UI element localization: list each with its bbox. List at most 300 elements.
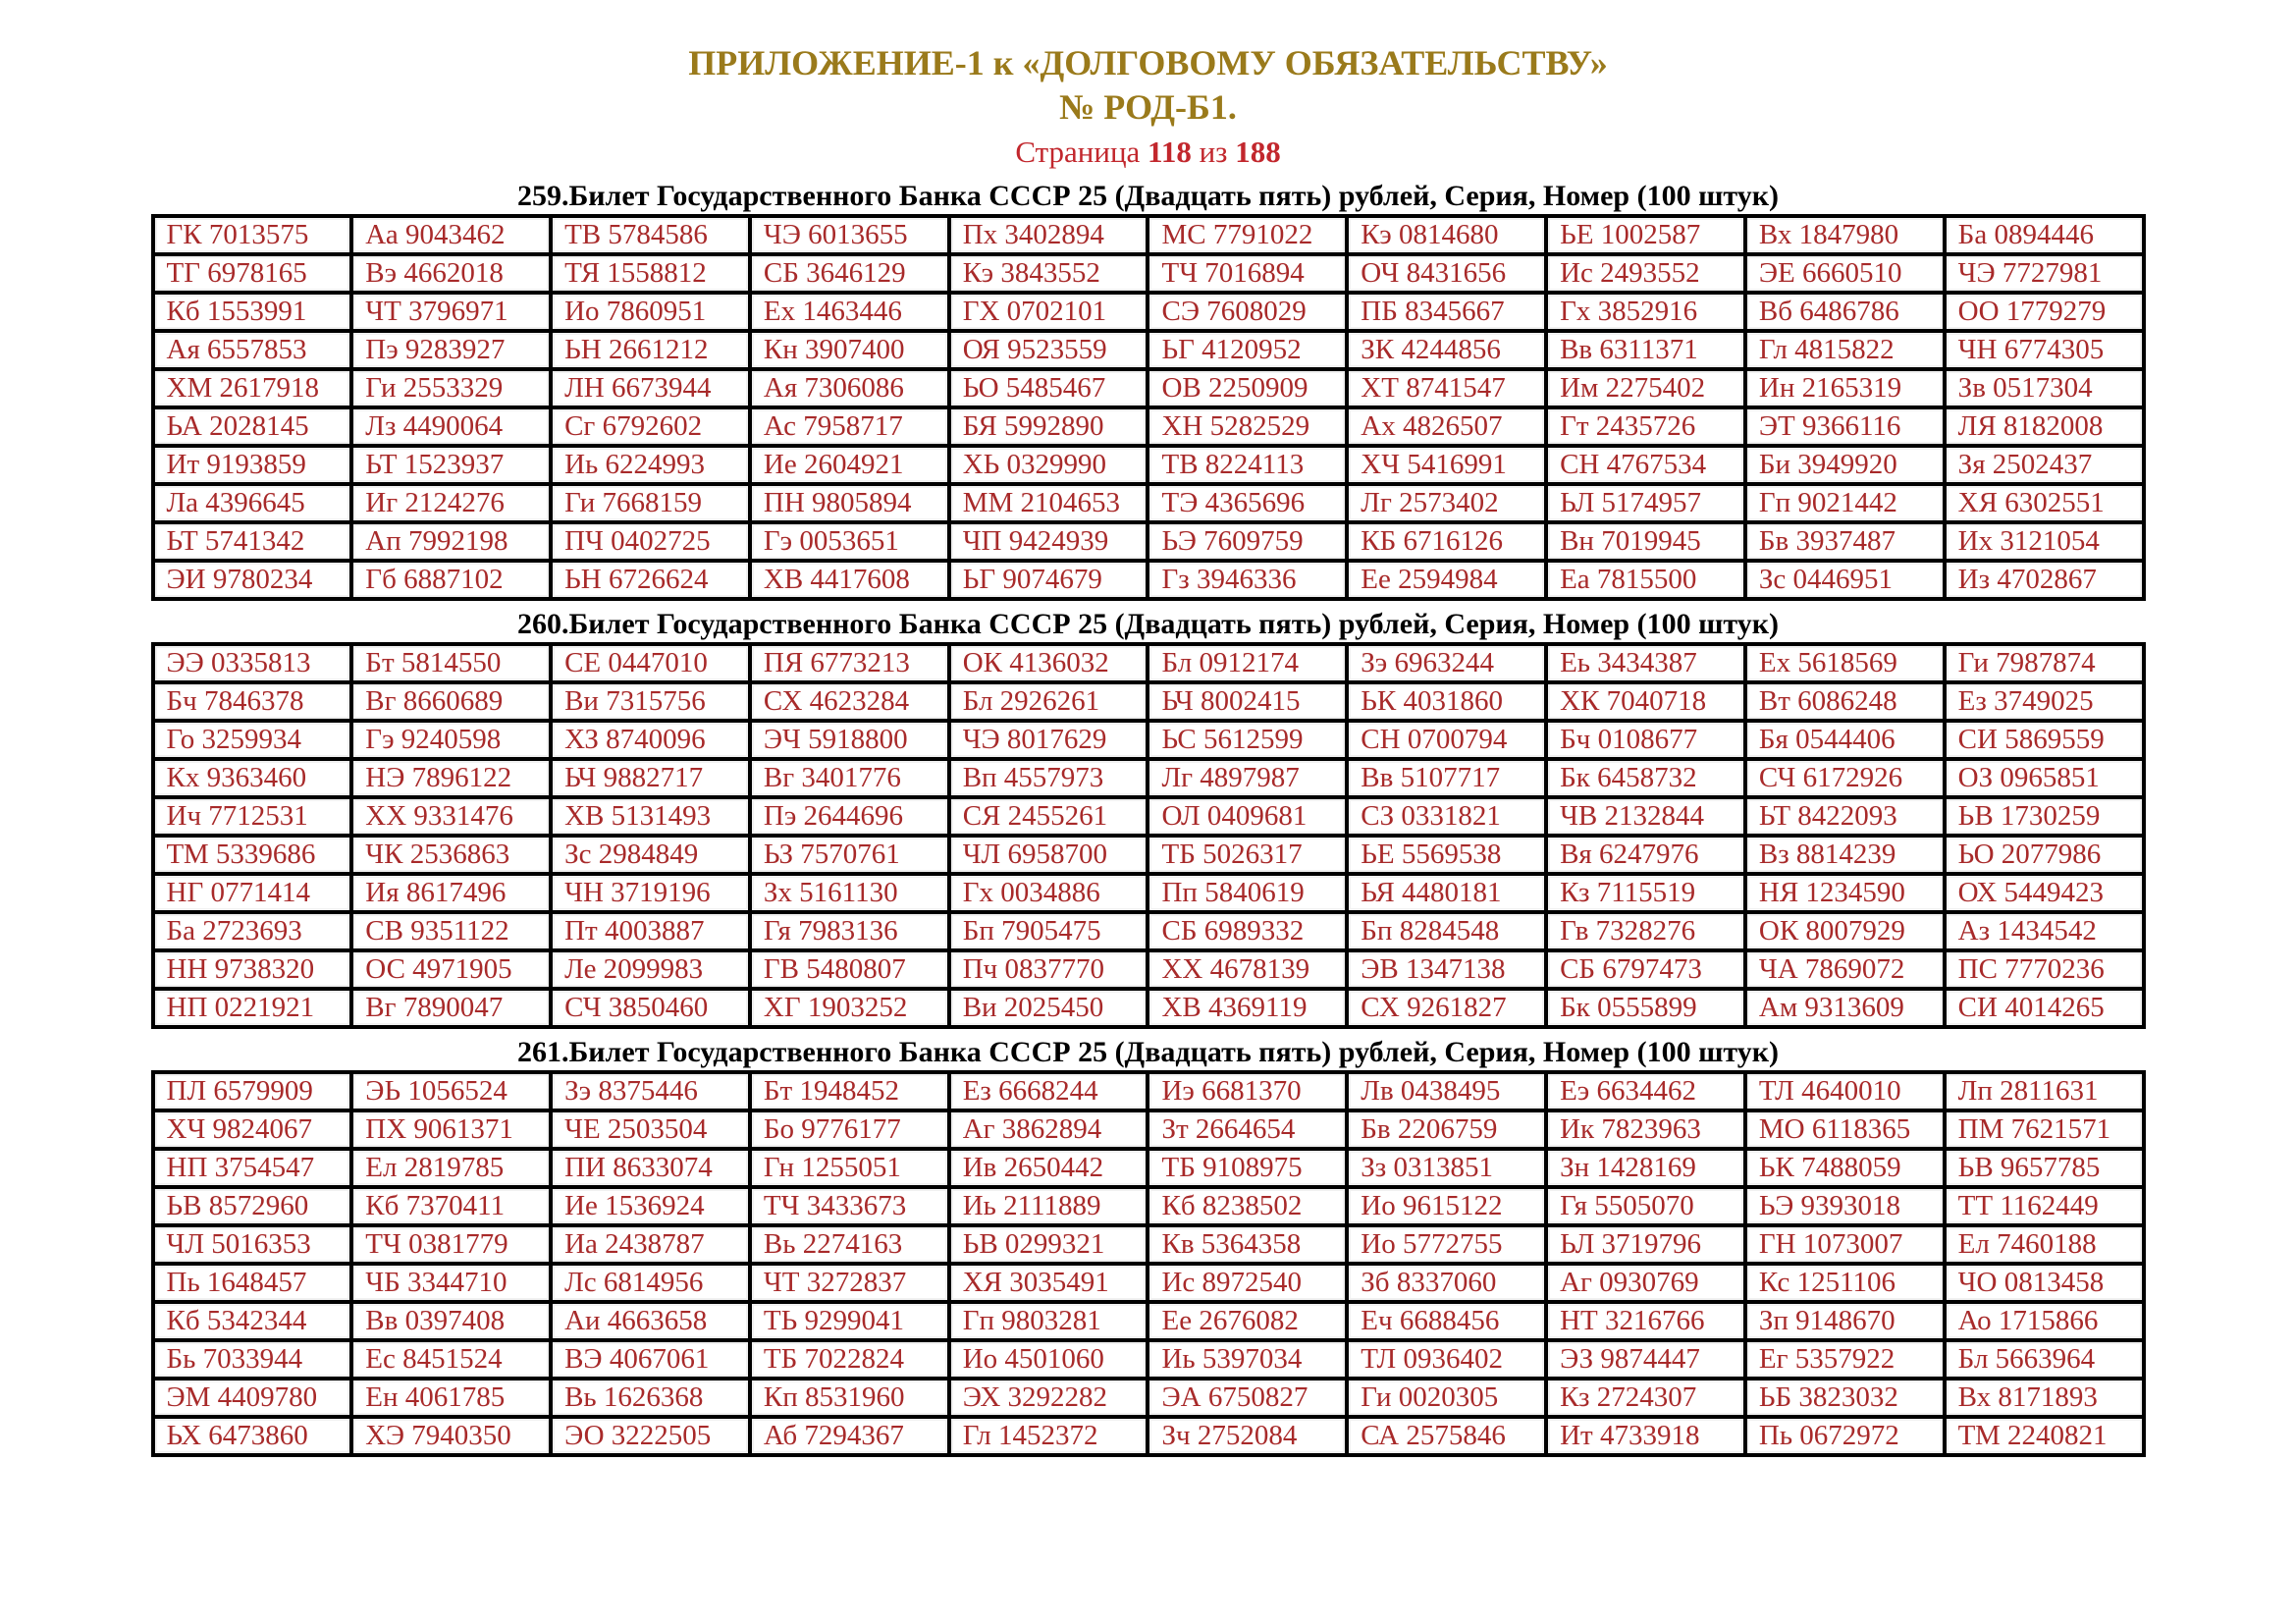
serial-cell: Зв 0517304 — [1945, 369, 2144, 407]
serial-cell: ГВ 5480807 — [750, 950, 949, 989]
serial-cell: Ги 7668159 — [551, 484, 750, 522]
serial-cell: ТМ 2240821 — [1945, 1417, 2144, 1455]
serial-cell: ЭЧ 5918800 — [750, 721, 949, 759]
serial-cell: ЬБ 3823032 — [1745, 1379, 1945, 1417]
serial-cell: Пч 0837770 — [949, 950, 1148, 989]
serial-cell: Ао 1715866 — [1945, 1302, 2144, 1340]
serial-cell: ХМ 2617918 — [153, 369, 352, 407]
serial-cell: Ив 2650442 — [949, 1149, 1148, 1187]
serial-cell: ЭТ 9366116 — [1745, 407, 1945, 446]
table-row — [153, 1417, 2144, 1455]
serial-cell: Ла 4396645 — [153, 484, 352, 522]
serial-cell: ТГ 6978165 — [153, 254, 352, 293]
serial-cell: Иа 2438787 — [551, 1225, 750, 1264]
table-row — [153, 1379, 2144, 1417]
serial-cell: НП 0221921 — [153, 989, 352, 1027]
serial-cell: ЭЭ 0335813 — [153, 644, 352, 682]
serial-cell: ХЯ 6302551 — [1945, 484, 2144, 522]
serial-cell: Гв 7328276 — [1546, 912, 1745, 950]
serial-cell: Ие 2604921 — [750, 446, 949, 484]
serial-cell: Лс 6814956 — [551, 1264, 750, 1302]
serial-cell: Ис 8972540 — [1148, 1264, 1347, 1302]
serial-cell: НН 9738320 — [153, 950, 352, 989]
serial-cell: Бп 7905475 — [949, 912, 1148, 950]
serial-cell: ЧТ 3272837 — [750, 1264, 949, 1302]
serial-cell: ЧВ 2132844 — [1546, 797, 1745, 836]
serial-cell: Вб 6486786 — [1745, 293, 1945, 331]
serial-cell: Лп 2811631 — [1945, 1072, 2144, 1110]
table-row — [153, 293, 2144, 331]
serial-cell: Зп 9148670 — [1745, 1302, 1945, 1340]
serial-cell: Гэ 9240598 — [351, 721, 551, 759]
serial-cell: Вг 7890047 — [351, 989, 551, 1027]
serial-cell: Иэ 6681370 — [1148, 1072, 1347, 1110]
serial-cell: Вп 4557973 — [949, 759, 1148, 797]
serial-cell: ЧБ 3344710 — [351, 1264, 551, 1302]
serial-cell: ХВ 4369119 — [1148, 989, 1347, 1027]
serial-cell: Кх 9363460 — [153, 759, 352, 797]
serial-cell: Кс 1251106 — [1745, 1264, 1945, 1302]
serial-cell: ЛН 6673944 — [551, 369, 750, 407]
serial-cell: ЬХ 6473860 — [153, 1417, 352, 1455]
serial-cell: ОХ 5449423 — [1945, 874, 2144, 912]
serial-cell: ЬЕ 5569538 — [1347, 836, 1546, 874]
serial-cell: Пт 4003887 — [551, 912, 750, 950]
serial-cell: ЬВ 0299321 — [949, 1225, 1148, 1264]
serial-cell: Лг 4897987 — [1148, 759, 1347, 797]
serial-cell: Зс 2984849 — [551, 836, 750, 874]
serial-cell: Вт 6086248 — [1745, 682, 1945, 721]
serial-cell: Вь 2274163 — [750, 1225, 949, 1264]
serial-cell: ПЛ 6579909 — [153, 1072, 352, 1110]
serial-cell: СБ 3646129 — [750, 254, 949, 293]
serial-cell: Бп 8284548 — [1347, 912, 1546, 950]
serial-cell: ТЧ 0381779 — [351, 1225, 551, 1264]
serial-cell: Зз 0313851 — [1347, 1149, 1546, 1187]
appendix-title: ПРИЛОЖЕНИЕ-1 к «ДОЛГОВОМУ ОБЯЗАТЕЛЬСТВУ» — [688, 43, 1608, 82]
serial-cell: ТТ 1162449 — [1945, 1187, 2144, 1225]
serial-cell: Аа 9043462 — [351, 216, 551, 254]
serial-cell: НЯ 1234590 — [1745, 874, 1945, 912]
serial-cell: Еч 6688456 — [1347, 1302, 1546, 1340]
serial-cell: Ее 2676082 — [1148, 1302, 1347, 1340]
serial-cell: Ап 7992198 — [351, 522, 551, 561]
serial-cell: СБ 6989332 — [1148, 912, 1347, 950]
page-indicator-label: Страница — [1015, 135, 1141, 169]
serial-cell: Ам 9313609 — [1745, 989, 1945, 1027]
serial-cell: Иь 5397034 — [1148, 1340, 1347, 1379]
table-row — [153, 759, 2144, 797]
serial-cell: ТЧ 3433673 — [750, 1187, 949, 1225]
serial-cell: ЬЧ 8002415 — [1148, 682, 1347, 721]
serial-cell: Гх 3852916 — [1546, 293, 1745, 331]
serial-cell: Вн 7019945 — [1546, 522, 1745, 561]
serial-cell: Ез 6668244 — [949, 1072, 1148, 1110]
table-caption-259: 259.Билет Государственного Банка СССР 25 (Двадцать пять) рублей, Серия, Номер (100 штук) — [516, 179, 1780, 212]
serial-cell: ТЛ 4640010 — [1745, 1072, 1945, 1110]
serial-cell: Их 3121054 — [1945, 522, 2144, 561]
serial-cell: ВЭ 4067061 — [551, 1340, 750, 1379]
serial-cell: ОЛ 0409681 — [1148, 797, 1347, 836]
serial-cell: ПН 9805894 — [750, 484, 949, 522]
serial-cell: Бл 5663964 — [1945, 1340, 2144, 1379]
serial-cell: ЬА 2028145 — [153, 407, 352, 446]
table-row — [153, 561, 2144, 599]
serial-cell: Ая 7306086 — [750, 369, 949, 407]
serial-cell: Би 3949920 — [1745, 446, 1945, 484]
serial-cell: ЭВ 1347138 — [1347, 950, 1546, 989]
serial-cell: СЕ 0447010 — [551, 644, 750, 682]
serial-cell: Ио 4501060 — [949, 1340, 1148, 1379]
serial-cell: ЭЕ 6660510 — [1745, 254, 1945, 293]
serial-cell: ХГ 1903252 — [750, 989, 949, 1027]
serial-cell: Гя 5505070 — [1546, 1187, 1745, 1225]
serial-cell: ЭЗ 9874447 — [1546, 1340, 1745, 1379]
serial-cell: ТЯ 1558812 — [551, 254, 750, 293]
serial-cell: Пп 5840619 — [1148, 874, 1347, 912]
serial-cell: Вв 6311371 — [1546, 331, 1745, 369]
serial-cell: Кп 8531960 — [750, 1379, 949, 1417]
serial-cell: Гп 9803281 — [949, 1302, 1148, 1340]
serial-cell: Ес 8451524 — [351, 1340, 551, 1379]
table-row — [153, 1072, 2144, 1110]
serial-cell: ХЗ 8740096 — [551, 721, 750, 759]
serial-cell: Пэ 9283927 — [351, 331, 551, 369]
serial-cell: Бл 2926261 — [949, 682, 1148, 721]
serial-cell: ТБ 7022824 — [750, 1340, 949, 1379]
serial-cell: Кб 8238502 — [1148, 1187, 1347, 1225]
serial-cell: ОС 4971905 — [351, 950, 551, 989]
serial-cell: Вь 1626368 — [551, 1379, 750, 1417]
serial-cell: Ги 2553329 — [351, 369, 551, 407]
serial-cell: ЭИ 9780234 — [153, 561, 352, 599]
serial-cell: Вя 6247976 — [1546, 836, 1745, 874]
serial-cell: ЬЛ 5174957 — [1546, 484, 1745, 522]
table-row — [153, 369, 2144, 407]
table-row — [153, 216, 2144, 254]
table-row — [153, 644, 2144, 682]
serial-cell: СХ 9261827 — [1347, 989, 1546, 1027]
serial-cell: Гл 1452372 — [949, 1417, 1148, 1455]
serial-cell: Ич 7712531 — [153, 797, 352, 836]
table-caption-261: 261.Билет Государственного Банка СССР 25 (Двадцать пять) рублей, Серия, Номер (100 штук) — [516, 1035, 1780, 1068]
serial-cell: ОВ 2250909 — [1148, 369, 1347, 407]
serial-cell: Гэ 0053651 — [750, 522, 949, 561]
serial-cell: ЬС 5612599 — [1148, 721, 1347, 759]
serial-cell: Вв 0397408 — [351, 1302, 551, 1340]
serial-cell: ЛЯ 8182008 — [1945, 407, 2144, 446]
table-row — [153, 522, 2144, 561]
serial-cell: Зх 5161130 — [750, 874, 949, 912]
serial-cell: Бо 9776177 — [750, 1110, 949, 1149]
serial-cell: Ах 4826507 — [1347, 407, 1546, 446]
serial-cell: Гя 7983136 — [750, 912, 949, 950]
table-row — [153, 1340, 2144, 1379]
serial-cell: Ит 4733918 — [1546, 1417, 1745, 1455]
serial-cell: Бч 7846378 — [153, 682, 352, 721]
serial-cell: ЬК 4031860 — [1347, 682, 1546, 721]
serial-cell: Зя 2502437 — [1945, 446, 2144, 484]
serial-cell: СН 0700794 — [1347, 721, 1546, 759]
serial-cell: ЧО 0813458 — [1945, 1264, 2144, 1302]
serial-cell: СВ 9351122 — [351, 912, 551, 950]
serial-cell: ПБ 8345667 — [1347, 293, 1546, 331]
table-row — [153, 721, 2144, 759]
serial-table-261 — [151, 1070, 2146, 1457]
serial-cell: Лг 2573402 — [1347, 484, 1546, 522]
table-row — [153, 1187, 2144, 1225]
serial-cell: ТЭ 4365696 — [1148, 484, 1347, 522]
serial-cell: Иг 2124276 — [351, 484, 551, 522]
serial-cell: ЬТ 5741342 — [153, 522, 352, 561]
serial-cell: ЬГ 9074679 — [949, 561, 1148, 599]
serial-cell: ГК 7013575 — [153, 216, 352, 254]
serial-cell: Бч 0108677 — [1546, 721, 1745, 759]
serial-cell: Пь 0672972 — [1745, 1417, 1945, 1455]
serial-cell: ЧН 3719196 — [551, 874, 750, 912]
serial-cell: СЗ 0331821 — [1347, 797, 1546, 836]
serial-cell: ХВ 4417608 — [750, 561, 949, 599]
serial-cell: Ис 2493552 — [1546, 254, 1745, 293]
serial-cell: Ех 5618569 — [1745, 644, 1945, 682]
serial-cell: Ел 7460188 — [1945, 1225, 2144, 1264]
serial-cell: ХЧ 9824067 — [153, 1110, 352, 1149]
serial-cell: Ех 1463446 — [750, 293, 949, 331]
serial-cell: Кз 7115519 — [1546, 874, 1745, 912]
serial-cell: Ба 2723693 — [153, 912, 352, 950]
table-row — [153, 1110, 2144, 1149]
serial-cell: СЭ 7608029 — [1148, 293, 1347, 331]
serial-cell: СЧ 6172926 — [1745, 759, 1945, 797]
serial-cell: Ег 5357922 — [1745, 1340, 1945, 1379]
serial-cell: Аз 1434542 — [1945, 912, 2144, 950]
serial-cell: ЭО 3222505 — [551, 1417, 750, 1455]
serial-cell: ОЧ 8431656 — [1347, 254, 1546, 293]
serial-cell: Ее 2594984 — [1347, 561, 1546, 599]
serial-cell: Иь 2111889 — [949, 1187, 1148, 1225]
serial-cell: Кб 7370411 — [351, 1187, 551, 1225]
serial-cell: Лв 0438495 — [1347, 1072, 1546, 1110]
serial-cell: Аи 4663658 — [551, 1302, 750, 1340]
serial-cell: Бя 0544406 — [1745, 721, 1945, 759]
table-caption-260: 260.Билет Государственного Банка СССР 25 (Двадцать пять) рублей, Серия, Номер (100 штук) — [516, 607, 1780, 640]
page-indicator-of: из — [1199, 135, 1228, 169]
table-row — [153, 1264, 2144, 1302]
serial-cell: Бь 7033944 — [153, 1340, 352, 1379]
serial-cell: ОЗ 0965851 — [1945, 759, 2144, 797]
serial-cell: ПЯ 6773213 — [750, 644, 949, 682]
serial-cell: Кб 5342344 — [153, 1302, 352, 1340]
table-row — [153, 331, 2144, 369]
serial-cell: Ио 7860951 — [551, 293, 750, 331]
serial-cell: Ле 2099983 — [551, 950, 750, 989]
serial-cell: Вэ 4662018 — [351, 254, 551, 293]
serial-cell: Вв 5107717 — [1347, 759, 1546, 797]
table-row — [153, 407, 2144, 446]
serial-cell: ЧК 2536863 — [351, 836, 551, 874]
serial-cell: ПИ 8633074 — [551, 1149, 750, 1187]
serial-cell: Ви 2025450 — [949, 989, 1148, 1027]
serial-cell: КБ 6716126 — [1347, 522, 1546, 561]
serial-cell: Еэ 6634462 — [1546, 1072, 1745, 1110]
serial-cell: ОК 8007929 — [1745, 912, 1945, 950]
serial-cell: Из 4702867 — [1945, 561, 2144, 599]
serial-cell: ЬЯ 4480181 — [1347, 874, 1546, 912]
table-row — [153, 836, 2144, 874]
serial-cell: Зэ 6963244 — [1347, 644, 1546, 682]
serial-cell: ЬВ 1730259 — [1945, 797, 2144, 836]
serial-cell: ХЧ 5416991 — [1347, 446, 1546, 484]
serial-table-259 — [151, 214, 2146, 601]
serial-table-260 — [151, 642, 2146, 1029]
serial-cell: Еь 3434387 — [1546, 644, 1745, 682]
serial-cell: Ги 7987874 — [1945, 644, 2144, 682]
serial-cell: ЧЭ 6013655 — [750, 216, 949, 254]
serial-cell: Кэ 0814680 — [1347, 216, 1546, 254]
serial-cell: ГХ 0702101 — [949, 293, 1148, 331]
serial-cell: ОК 4136032 — [949, 644, 1148, 682]
serial-cell: Еа 7815500 — [1546, 561, 1745, 599]
serial-cell: ЭА 6750827 — [1148, 1379, 1347, 1417]
serial-cell: Ия 8617496 — [351, 874, 551, 912]
serial-cell: Кн 3907400 — [750, 331, 949, 369]
serial-cell: ЬЭ 7609759 — [1148, 522, 1347, 561]
serial-cell: Вг 3401776 — [750, 759, 949, 797]
serial-cell: ЧЕ 2503504 — [551, 1110, 750, 1149]
serial-cell: ЬТ 8422093 — [1745, 797, 1945, 836]
serial-cell: ЬВ 8572960 — [153, 1187, 352, 1225]
table-row — [153, 950, 2144, 989]
serial-cell: ПЧ 0402725 — [551, 522, 750, 561]
serial-cell: ПХ 9061371 — [351, 1110, 551, 1149]
serial-cell: Гх 0034886 — [949, 874, 1148, 912]
serial-cell: ЧА 7869072 — [1745, 950, 1945, 989]
serial-cell: ХК 7040718 — [1546, 682, 1745, 721]
serial-cell: Ен 4061785 — [351, 1379, 551, 1417]
serial-cell: Ин 2165319 — [1745, 369, 1945, 407]
serial-cell: Зс 0446951 — [1745, 561, 1945, 599]
serial-cell: ХТ 8741547 — [1347, 369, 1546, 407]
serial-cell: ХЯ 3035491 — [949, 1264, 1148, 1302]
serial-cell: ЬВ 9657785 — [1945, 1149, 2144, 1187]
serial-cell: БЯ 5992890 — [949, 407, 1148, 446]
table-row — [153, 682, 2144, 721]
page-indicator — [0, 132, 2296, 173]
serial-cell: ЬН 2661212 — [551, 331, 750, 369]
serial-cell: СБ 6797473 — [1546, 950, 1745, 989]
serial-cell: НЭ 7896122 — [351, 759, 551, 797]
serial-cell: Ит 9193859 — [153, 446, 352, 484]
serial-cell: ХЭ 7940350 — [351, 1417, 551, 1455]
serial-cell: ПМ 7621571 — [1945, 1110, 2144, 1149]
serial-cell: ТВ 8224113 — [1148, 446, 1347, 484]
serial-cell: Гп 9021442 — [1745, 484, 1945, 522]
serial-cell: НТ 3216766 — [1546, 1302, 1745, 1340]
serial-cell: Ая 6557853 — [153, 331, 352, 369]
serial-cell: Кб 1553991 — [153, 293, 352, 331]
serial-cell: ЭМ 4409780 — [153, 1379, 352, 1417]
serial-cell: ЧТ 3796971 — [351, 293, 551, 331]
serial-cell: Вз 8814239 — [1745, 836, 1945, 874]
serial-cell: Гл 4815822 — [1745, 331, 1945, 369]
table-row — [153, 1149, 2144, 1187]
serial-cell: Пь 1648457 — [153, 1264, 352, 1302]
table-row — [153, 797, 2144, 836]
serial-cell: ХЬ 0329990 — [949, 446, 1148, 484]
serial-cell: Го 3259934 — [153, 721, 352, 759]
serial-cell: Кэ 3843552 — [949, 254, 1148, 293]
serial-cell: ОО 1779279 — [1945, 293, 2144, 331]
serial-cell: Ио 5772755 — [1347, 1225, 1546, 1264]
serial-cell: Вх 8171893 — [1945, 1379, 2144, 1417]
table-row — [153, 912, 2144, 950]
serial-cell: Гт 2435726 — [1546, 407, 1745, 446]
serial-cell: Кв 5364358 — [1148, 1225, 1347, 1264]
serial-cell: СЧ 3850460 — [551, 989, 750, 1027]
serial-cell: ЧЭ 8017629 — [949, 721, 1148, 759]
table-row — [153, 446, 2144, 484]
serial-cell: ЬГ 4120952 — [1148, 331, 1347, 369]
serial-cell: Зб 8337060 — [1347, 1264, 1546, 1302]
serial-cell: Кз 2724307 — [1546, 1379, 1745, 1417]
serial-cell: СЯ 2455261 — [949, 797, 1148, 836]
serial-cell: Бт 1948452 — [750, 1072, 949, 1110]
serial-cell: ЗК 4244856 — [1347, 331, 1546, 369]
serial-cell: Зч 2752084 — [1148, 1417, 1347, 1455]
serial-cell: ЬЭ 9393018 — [1745, 1187, 1945, 1225]
table-row — [153, 1302, 2144, 1340]
serial-cell: СИ 5869559 — [1945, 721, 2144, 759]
table-row — [153, 989, 2144, 1027]
serial-cell: Ел 2819785 — [351, 1149, 551, 1187]
serial-cell: Ги 0020305 — [1347, 1379, 1546, 1417]
serial-cell: Ик 7823963 — [1546, 1110, 1745, 1149]
serial-cell: НГ 0771414 — [153, 874, 352, 912]
serial-cell: НП 3754547 — [153, 1149, 352, 1187]
serial-cell: ЬЗ 7570761 — [750, 836, 949, 874]
serial-cell: Вг 8660689 — [351, 682, 551, 721]
serial-cell: МО 6118365 — [1745, 1110, 1945, 1149]
serial-cell: ТЬ 9299041 — [750, 1302, 949, 1340]
serial-cell: ХВ 5131493 — [551, 797, 750, 836]
serial-cell: Бл 0912174 — [1148, 644, 1347, 682]
serial-cell: ХХ 4678139 — [1148, 950, 1347, 989]
serial-cell: СН 4767534 — [1546, 446, 1745, 484]
serial-cell: Аг 0930769 — [1546, 1264, 1745, 1302]
table-row — [153, 254, 2144, 293]
serial-cell: ЬО 2077986 — [1945, 836, 2144, 874]
serial-cell: Гб 6887102 — [351, 561, 551, 599]
serial-cell: ОЯ 9523559 — [949, 331, 1148, 369]
serial-cell: Зт 2664654 — [1148, 1110, 1347, 1149]
serial-cell: Им 2275402 — [1546, 369, 1745, 407]
serial-cell: ЭХ 3292282 — [949, 1379, 1148, 1417]
serial-cell: ТВ 5784586 — [551, 216, 750, 254]
serial-cell: ТЧ 7016894 — [1148, 254, 1347, 293]
serial-cell: Пх 3402894 — [949, 216, 1148, 254]
serial-cell: ЧЭ 7727981 — [1945, 254, 2144, 293]
serial-cell: Ез 3749025 — [1945, 682, 2144, 721]
serial-cell: Ио 9615122 — [1347, 1187, 1546, 1225]
serial-cell: ЧЛ 6958700 — [949, 836, 1148, 874]
serial-cell: Ви 7315756 — [551, 682, 750, 721]
serial-cell: ЭЬ 1056524 — [351, 1072, 551, 1110]
document-number: № РОД-Б1. — [1059, 87, 1237, 127]
serial-cell: Бк 0555899 — [1546, 989, 1745, 1027]
serial-cell: ТБ 9108975 — [1148, 1149, 1347, 1187]
serial-cell: ХН 5282529 — [1148, 407, 1347, 446]
serial-cell: ЬЧ 9882717 — [551, 759, 750, 797]
